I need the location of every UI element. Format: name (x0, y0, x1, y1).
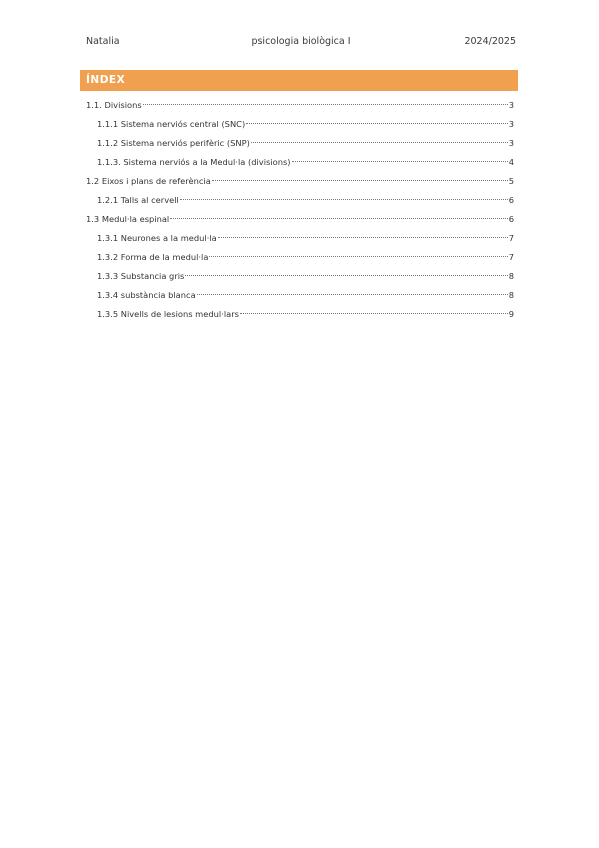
toc-entry-title: 1.1.1 Sistema nerviós central (SNC) (97, 119, 246, 129)
header-year: 2024/2025 (464, 36, 516, 47)
toc-entry[interactable] (86, 153, 514, 172)
page-header (86, 36, 516, 50)
toc-entry[interactable] (86, 286, 514, 305)
toc-entry[interactable] (86, 305, 514, 324)
toc-entry-title: 1.1.3. Sistema nerviós a la Medul·la (divisions) (97, 157, 291, 167)
toc-entry-page: 7 (508, 233, 514, 243)
table-of-contents (86, 96, 514, 324)
toc-entry-title: 1.2 Eixos i plans de referència (86, 176, 211, 186)
toc-entry-page: 6 (508, 195, 514, 205)
header-author: Natalia (86, 36, 120, 47)
toc-dot-leader (240, 313, 508, 314)
toc-entry-page: 4 (508, 157, 514, 167)
toc-entry[interactable] (86, 134, 514, 153)
toc-entry-title: 1.3.1 Neurones a la medul·la (97, 233, 217, 243)
toc-dot-leader (185, 275, 507, 276)
toc-dot-leader (212, 180, 508, 181)
toc-entry[interactable] (86, 115, 514, 134)
toc-dot-leader (180, 199, 508, 200)
toc-dot-leader (246, 123, 508, 124)
toc-entry[interactable] (86, 96, 514, 115)
toc-entry-page: 9 (508, 309, 514, 319)
toc-dot-leader (197, 294, 508, 295)
index-title: ÍNDEX (86, 74, 126, 86)
toc-dot-leader (251, 142, 508, 143)
toc-entry-page: 8 (508, 271, 514, 281)
toc-entry-page: 7 (508, 252, 514, 262)
toc-entry-title: 1.3.2 Forma de la medul·la (97, 252, 209, 262)
toc-dot-leader (292, 161, 508, 162)
toc-entry[interactable] (86, 229, 514, 248)
toc-dot-leader (143, 104, 508, 105)
toc-dot-leader (209, 256, 507, 257)
toc-entry-page: 3 (508, 119, 514, 129)
toc-entry-title: 1.1.2 Sistema nerviós perifèric (SNP) (97, 138, 250, 148)
toc-entry-title: 1.3.3 Substancia gris (97, 271, 185, 281)
toc-entry[interactable] (86, 248, 514, 267)
toc-entry-title: 1.3.5 Nivells de lesions medul·lars (97, 309, 239, 319)
toc-entry[interactable] (86, 210, 514, 229)
header-subject: psicologia biològica I (251, 36, 351, 47)
toc-entry-title: 1.3.4 substància blanca (97, 290, 196, 300)
toc-entry-title: 1.1. Divisions (86, 100, 142, 110)
toc-entry-page: 3 (508, 100, 514, 110)
toc-entry[interactable] (86, 267, 514, 286)
toc-entry-page: 8 (508, 290, 514, 300)
toc-entry-page: 6 (508, 214, 514, 224)
toc-entry-title: 1.3 Medul·la espinal (86, 214, 170, 224)
index-title-bar (80, 70, 518, 91)
toc-dot-leader (170, 218, 507, 219)
toc-entry[interactable] (86, 172, 514, 191)
toc-entry[interactable] (86, 191, 514, 210)
toc-entry-page: 3 (508, 138, 514, 148)
toc-entry-page: 5 (508, 176, 514, 186)
toc-dot-leader (218, 237, 508, 238)
toc-entry-title: 1.2.1 Talls al cervell (97, 195, 179, 205)
